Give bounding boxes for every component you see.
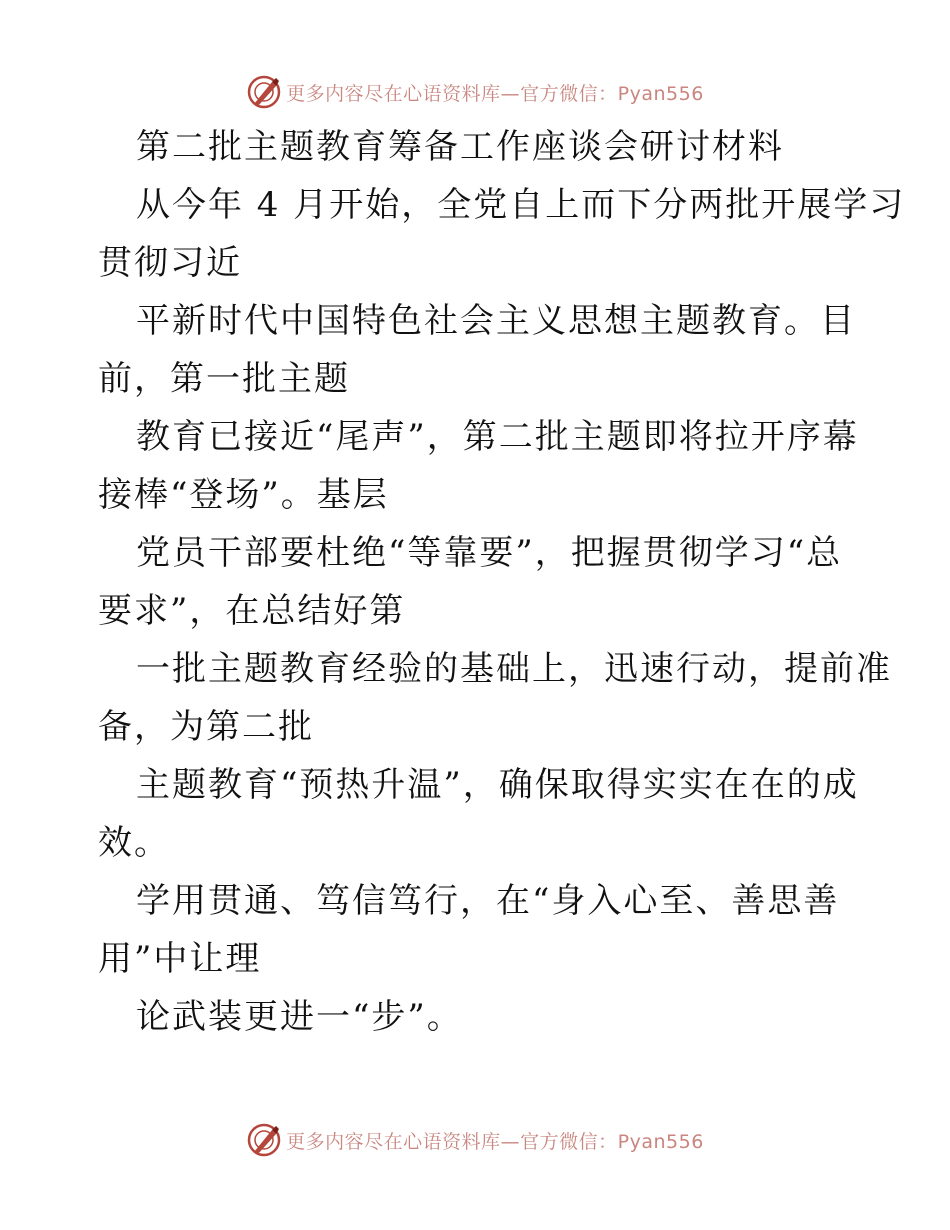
paragraph-line: 一批主题教育经验的基础上，迅速行动，提前准 [136, 649, 892, 689]
paragraph-line: 教育已接近“尾声”，第二批主题即将拉开序幕 [136, 417, 859, 457]
paragraph-line: 学用贯通、笃信笃行，在“身入心至、善思善 [136, 881, 840, 921]
paragraph-line: 接棒“登场”。基层 [98, 475, 389, 515]
pen-logo-icon [246, 74, 282, 110]
paragraph-line: 平新时代中国特色社会主义思想主题教育。目 [136, 301, 856, 341]
pen-logo-icon [246, 1122, 282, 1158]
paragraph-line: 贯彻习近 [98, 243, 242, 283]
paragraph-line: 党员干部要杜绝“等靠要”，把握贯彻学习“总 [136, 533, 843, 573]
watermark-text: 更多内容尽在心语资料库—官方微信：Pyan556 [286, 1130, 704, 1153]
paragraph-line: 主题教育“预热升温”，确保取得实实在在的成 [136, 765, 859, 805]
paragraph-line: 论武装更进一“步”。 [136, 997, 463, 1037]
paragraph-line: 前，第一批主题 [98, 359, 350, 399]
paragraph-line: 从今年 4 月开始，全党自上而下分两批开展学习 [136, 185, 906, 225]
document-title: 第二批主题教育筹备工作座谈会研讨材料 [136, 127, 784, 167]
footer-watermark [0, 1120, 950, 1160]
paragraph-line: 备，为第二批 [98, 707, 314, 747]
header-watermark [0, 72, 950, 112]
watermark-text: 更多内容尽在心语资料库—官方微信：Pyan556 [286, 82, 704, 105]
document-body [98, 118, 906, 1046]
paragraph-line: 效。 [98, 823, 170, 863]
paragraph-line: 要求”，在总结好第 [98, 591, 406, 631]
paragraph-line: 用”中让理 [98, 939, 262, 979]
